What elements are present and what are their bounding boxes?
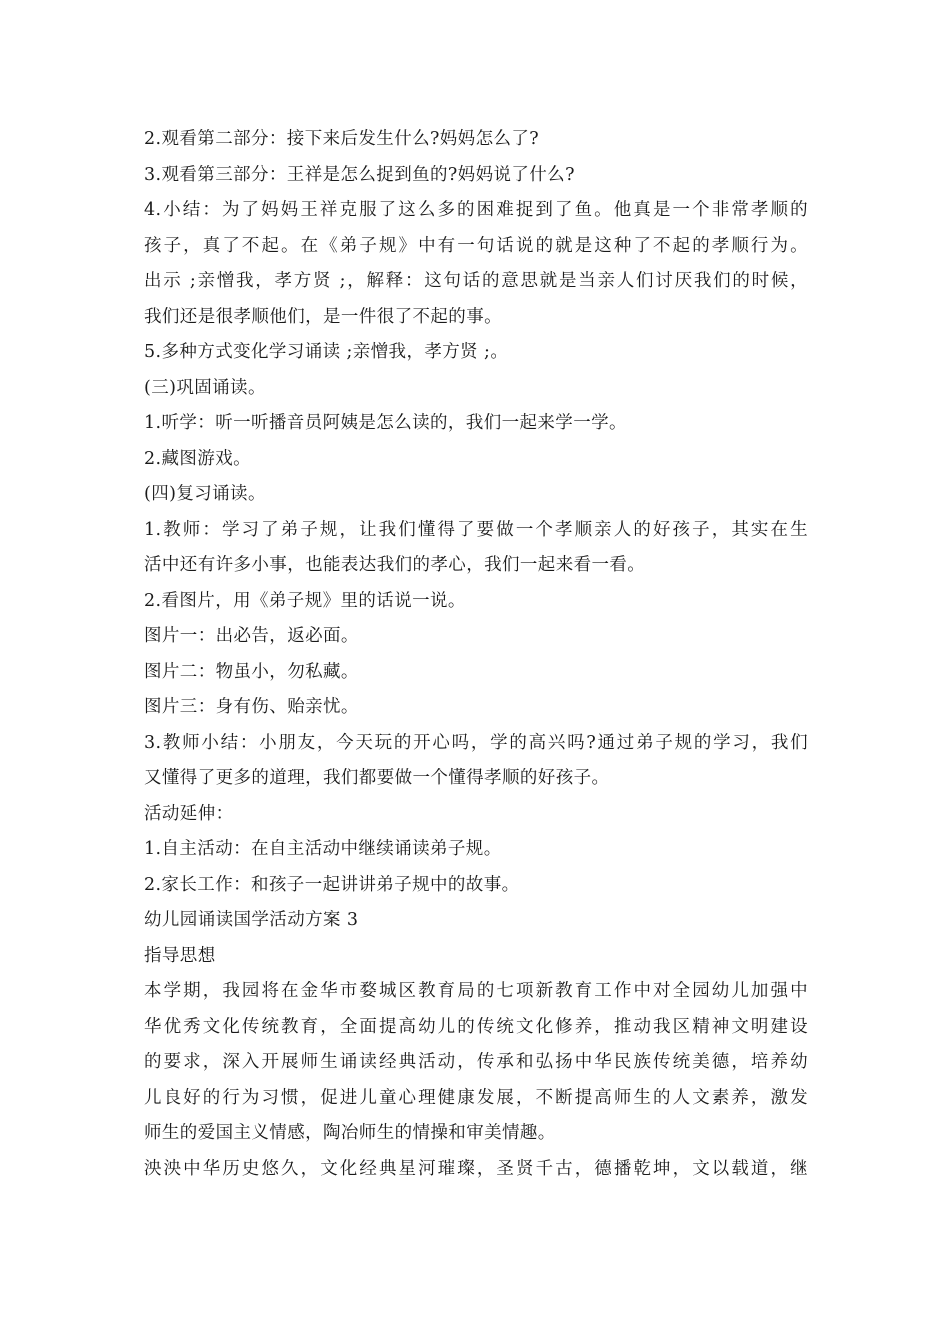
text-line: 儿良好的行为习惯，促进儿童心理健康发展，不断提高师生的人文素养，激发 [144, 1087, 808, 1108]
text-line: 指导思想 [144, 945, 216, 966]
text-line: 幼儿园诵读国学活动方案 3 [144, 910, 359, 930]
text-line: 又懂得了更多的道理，我们都要做一个懂得孝顺的好孩子。 [144, 768, 610, 788]
text-line: (四)复习诵读。 [144, 484, 266, 504]
text-line: 师生的爱国主义情感，陶冶师生的情操和审美情趣。 [144, 1123, 556, 1143]
text-line: 本学期，我园将在金华市婺城区教育局的七项新教育工作中对全园幼儿加强中 [144, 981, 808, 1001]
text-line: 4.小结：为了妈妈王祥克服了这么多的困难捉到了鱼。他真是一个非常孝顺的 [144, 200, 808, 220]
text-line: 的要求，深入开展师生诵读经典活动，传承和弘扬中华民族传统美德，培养幼 [144, 1052, 808, 1072]
text-line: 图片三：身有伤、贻亲忧。 [144, 697, 359, 717]
text-line: 2.藏图游戏。 [144, 448, 251, 469]
text-line: 2.家长工作：和孩子一起讲讲弟子规中的故事。 [144, 874, 520, 895]
text-line: 1.自主活动：在自主活动中继续诵读弟子规。 [144, 839, 502, 859]
text-line: (三)巩固诵读。 [144, 377, 266, 398]
text-line: 孩子，真了不起。在《弟子规》中有一句话说的就是这种了不起的孝顺行为。 [144, 235, 808, 256]
text-line: 2.看图片，用《弟子规》里的话说一说。 [144, 590, 466, 611]
text-line: 3.教师小结：小朋友，今天玩的开心吗，学的高兴吗?通过弟子规的学习，我们 [144, 732, 808, 753]
text-line: 2.观看第二部分：接下来后发生什么?妈妈怎么了? [144, 129, 540, 149]
text-line: 5.多种方式变化学习诵读 ;亲憎我，孝方贤 ;。 [144, 342, 509, 362]
document-body [144, 122, 808, 1187]
text-line: 泱泱中华历史悠久，文化经典星河璀璨，圣贤千古，德播乾坤，文以载道，继 [144, 1158, 808, 1179]
text-line: 1.听学：听一听播音员阿姨是怎么读的，我们一起来学一学。 [144, 413, 627, 433]
text-line: 图片一：出必告，返必面。 [144, 626, 359, 646]
text-line: 活动延伸： [144, 803, 234, 824]
text-line: 华优秀文化传统教育，全面提高幼儿的传统文化修养，推动我区精神文明建设 [144, 1016, 808, 1037]
text-line: 3.观看第三部分：王祥是怎么捉到鱼的?妈妈说了什么? [144, 164, 575, 185]
text-line: 活中还有许多小事，也能表达我们的孝心，我们一起来看一看。 [144, 555, 646, 575]
text-line: 图片二：物虽小，勿私藏。 [144, 661, 359, 682]
text-line: 出示 ;亲憎我，孝方贤 ;，解释：这句话的意思就是当亲人们讨厌我们的时候， [144, 271, 808, 291]
text-line: 我们还是很孝顺他们，是一件很了不起的事。 [144, 306, 502, 327]
text-line: 1.教师：学习了弟子规，让我们懂得了要做一个孝顺亲人的好孩子，其实在生 [144, 519, 808, 540]
